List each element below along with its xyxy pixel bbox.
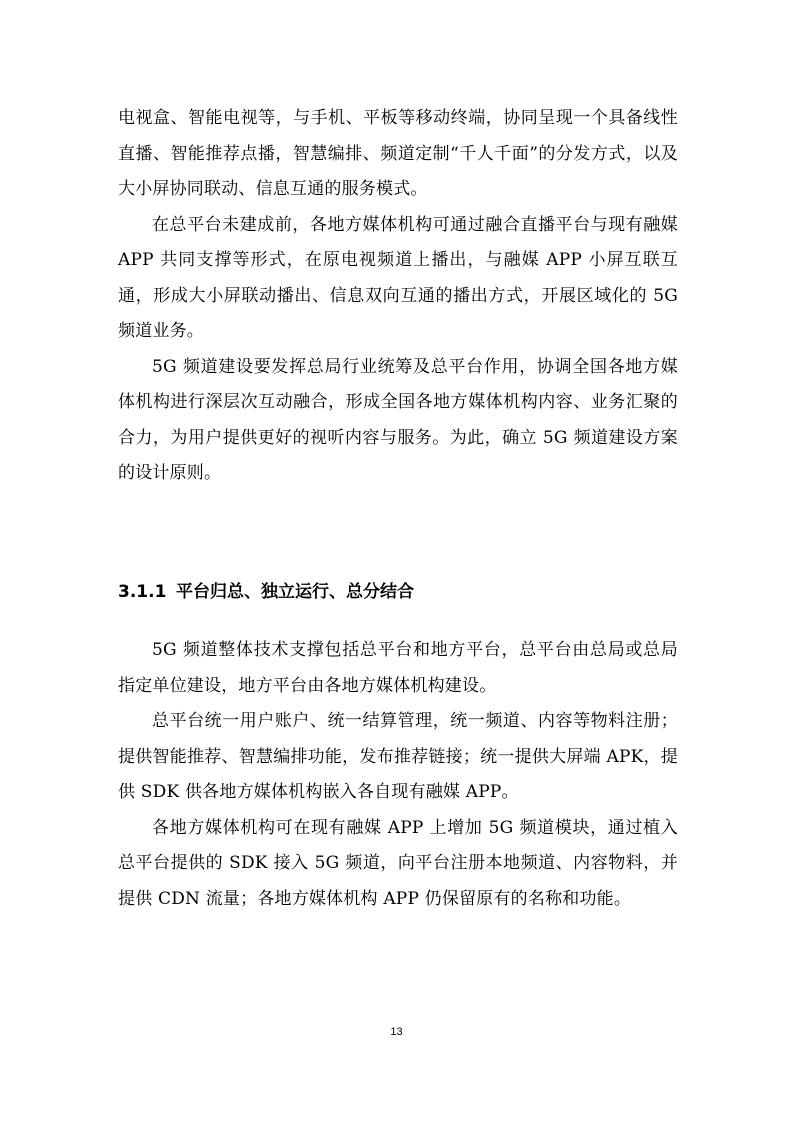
paragraph-5: 总平台统一用户账户、统一结算管理，统一频道、内容等物料注册；提供智能推荐、智慧编排功能，发布推荐链接；统一提供大屏端 APK，提供 SDK 供各地方媒体机构嵌入各自现有融媒 APP。 bbox=[118, 711, 678, 802]
paragraph-4: 5G 频道整体技术支撑包括总平台和地方平台，总平台由总局或总局指定单位建设，地方平台由各地方媒体机构建设。 bbox=[118, 640, 678, 696]
section-heading bbox=[118, 578, 678, 606]
paragraph-1: 电视盒、智能电视等，与手机、平板等移动终端，协同呈现一个具备线性直播、智能推荐点播，智慧编排、频道定制“千人千面”的分发方式，以及大小屏协同联动、信息互通的服务模式。 bbox=[118, 108, 678, 199]
section-title: 平台归总、独立运行、总分结合 bbox=[176, 582, 414, 602]
page-number: 13 bbox=[390, 1026, 403, 1038]
paragraph-6: 各地方媒体机构可在现有融媒 APP 上增加 5G 频道模块，通过植入总平台提供的 SDK 接入 5G 频道，向平台注册本地频道、内容物料，并提供 CDN 流量；各地方媒体机构 APP 仍保留原有的名称和功能。 bbox=[118, 817, 678, 909]
paragraph-3: 5G 频道建设要发挥总局行业统筹及总平台作用，协调全国各地方媒体机构进行深层次互动融合，形成全国各地方媒体机构内容、业务汇聚的合力，为用户提供更好的视听内容与服务。为此，确立 5G 频道建设方案的设计原则。 bbox=[118, 356, 678, 483]
paragraph-2: 在总平台未建成前，各地方媒体机构可通过融合直播平台与现有融媒 APP 共同支撑等形式，在原电视频道上播出，与融媒 APP 小屏互联互通，形成大小屏联动播出、信息双向互通的播出方式，开展区域化的 5G 频道业务。 bbox=[118, 214, 678, 341]
section-number: 3.1.1 bbox=[118, 582, 167, 602]
body-text-bottom bbox=[118, 633, 678, 917]
body-text-top bbox=[118, 101, 678, 492]
